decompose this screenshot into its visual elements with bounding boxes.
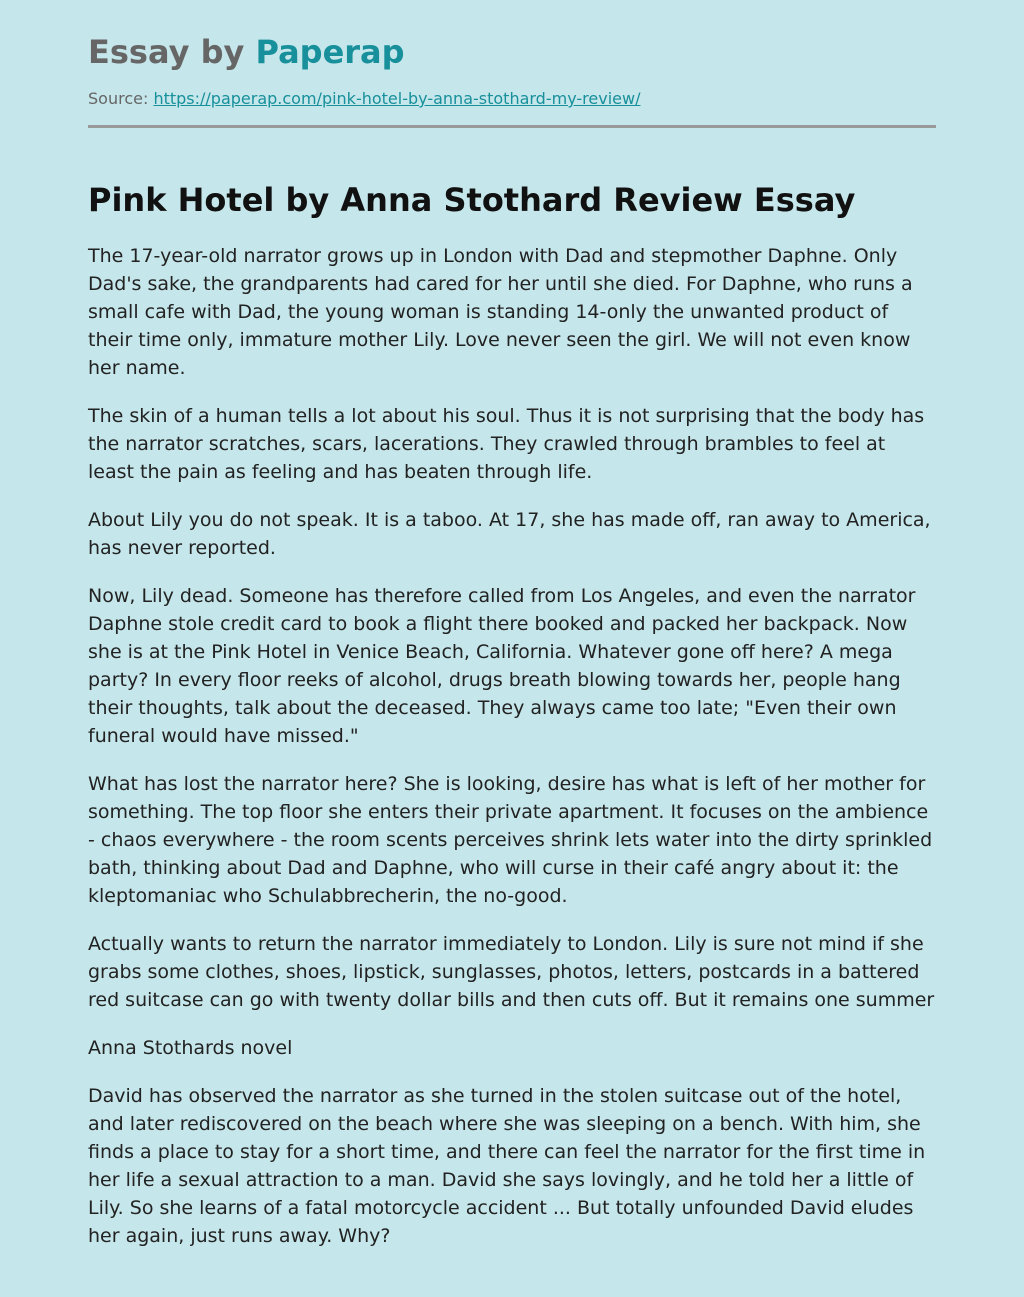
paragraph: About Lily you do not speak. It is a taboo. At 17, she has made off, ran away to America, has never reported. [88,509,931,559]
paragraph: David has observed the narrator as she turned in the stolen suitcase out of the hotel, and later rediscovered on the beach where she was sleeping on a bench. With him, she finds a place to stay for a short time, and there can feel the narrator for the first time in her life a sexual attraction to a man. David she says lovingly, and he told her a little of Lily. So she learns of a fatal motorcycle accident ... But totally unfounded David eludes her again, just runs away. Why? [88,1085,926,1247]
source-link[interactable]: https://paperap.com/pink-hotel-by-anna-stothard-my-review/ [153,89,641,108]
brand-name: Paperap [255,33,405,71]
page-title: Pink Hotel by Anna Stothard Review Essay [88,181,856,219]
paragraph: What has lost the narrator here? She is looking, desire has what is left of her mother for something. The top floor she enters their private apartment. It focuses on the ambience - chaos everywhere - the room scents perceives shrink lets water into the dirty sprinkled bath, thinking about Dad and Daphne, who will curse in their café angry about it: the kleptomaniac who Schulabbrecherin, the no-good. [88,773,933,907]
page [88,0,936,1250]
site-brand[interactable] [88,30,936,74]
paragraph: The skin of a human tells a lot about his soul. Thus it is not surprising that the body has the narrator scratches, scars, lacerations. They crawled through brambles to feel at least the pain as feeling and has beaten through life. [88,405,925,483]
paragraph: Anna Stothards novel [88,1037,293,1059]
header-divider [88,125,936,128]
brand-prefix: Essay by [88,33,256,71]
source-label: Source: [88,89,149,108]
paragraph: Actually wants to return the narrator immediately to London. Lily is sure not mind if she grabs some clothes, shoes, lipstick, sunglasses, photos, letters, postcards in a battered red suitcase can go with twenty dollar bills and then cuts off. But it remains one summer [88,933,935,1011]
source-line [88,88,936,110]
article-body [88,242,936,1250]
paragraph: Now, Lily dead. Someone has therefore called from Los Angeles, and even the narrator Daphne stole credit card to book a flight there booked and packed her backpack. Now she is at the Pink Hotel in Venice Beach, California. Whatever gone off here? A mega party? In every floor reeks of alcohol, drugs breath blowing towards her, people hang their thoughts, talk about the deceased. They always came too late; "Even their own funeral would have missed." [88,585,916,747]
paragraph: The 17-year-old narrator grows up in London with Dad and stepmother Daphne. Only Dad's sake, the grandparents had cared for her until she died. For Daphne, who runs a small cafe with Dad, the young woman is standing 14-only the unwanted product of their time only, immature mother Lily. Love never seen the girl. We will not even know her name. [88,245,913,379]
